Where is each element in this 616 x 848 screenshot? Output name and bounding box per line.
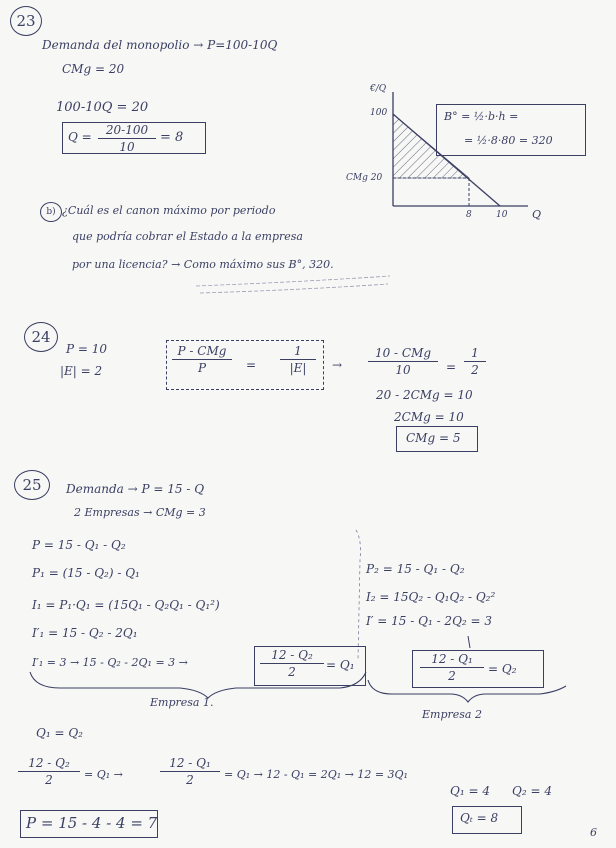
- fraction-numerator: 12 - Q₁: [169, 756, 211, 770]
- fraction-bar: [260, 663, 324, 664]
- firm1-line-4: I′₁ = 15 - Q₂ - 2Q₁: [32, 626, 138, 640]
- half-fraction: [464, 346, 486, 377]
- page-number: 6: [590, 826, 597, 839]
- fraction-denominator: 2: [448, 669, 456, 683]
- fraction-denominator: 2: [186, 773, 194, 787]
- question-marker-text: b): [46, 207, 56, 217]
- exercise-number-25: [14, 470, 50, 500]
- firm1-line-3: I₁ = P₁·Q₁ = (15Q₁ - Q₂Q₁ - Q₁²): [32, 598, 220, 612]
- result-text: CMg = 5: [406, 431, 461, 445]
- fraction-numerator: 1: [471, 346, 479, 360]
- fraction-numerator: 12 - Q₂: [271, 648, 313, 662]
- solution-mid: = Q₁ →: [84, 768, 123, 781]
- separator-line: [356, 530, 361, 660]
- graph-y-label: €/Q: [370, 84, 387, 94]
- total-quantity: Qₜ = 8: [460, 811, 499, 825]
- question-line-2: que podría cobrar el Estado a la empresa: [72, 230, 303, 243]
- profit-line-2: = ½·8·80 = 320: [464, 134, 553, 147]
- fraction-numerator: P - CMg: [177, 344, 227, 358]
- step-2: 2CMg = 10: [394, 410, 464, 424]
- fraction-denominator: 2: [45, 773, 53, 787]
- fraction-denominator: P: [197, 361, 207, 375]
- fraction-denominator: 10: [395, 363, 411, 377]
- question-line-3: por una licencia? → Como máximo sus B°, 320.: [72, 258, 334, 271]
- quantity-result: = 8: [160, 130, 184, 145]
- price-value: P = 10: [66, 342, 108, 356]
- fraction-bar: [160, 771, 220, 772]
- firm1-reaction-rhs: = Q₁: [326, 658, 355, 672]
- graph-y-100: 100: [370, 108, 388, 118]
- fraction-denominator: 10: [119, 140, 135, 154]
- elasticity-value: |E| = 2: [60, 364, 103, 378]
- fraction-numerator: 12 - Q₁: [431, 652, 473, 666]
- lerner-fraction-right: [280, 344, 316, 375]
- demand-text: Demanda del monopolio → P=100-10Q: [42, 38, 278, 52]
- lerner-equals: =: [246, 358, 257, 372]
- firm2-reaction-fraction: [420, 652, 484, 683]
- quantity-firm-2: Q₂ = 4: [512, 784, 552, 798]
- price-result: P = 15 - 4 - 4 = 7: [26, 814, 158, 832]
- firm2-label: Empresa 2: [422, 708, 482, 721]
- solution-fraction-2: [160, 756, 220, 787]
- fraction-denominator: 2: [471, 363, 479, 377]
- exercise-number-text: 24: [31, 328, 51, 346]
- solution-fraction-1: [18, 756, 80, 787]
- quantity-lhs: Q =: [68, 130, 92, 144]
- fraction-numerator: 10 - CMg: [374, 346, 432, 360]
- arrow: →: [332, 358, 343, 372]
- question-line-1: ¿Cuál es el canon máximo por periodo: [62, 204, 276, 217]
- firm1-line-1: P = 15 - Q₁ - Q₂: [32, 538, 126, 552]
- fraction-bar: [368, 361, 438, 362]
- underline-stroke-2: [200, 284, 388, 293]
- marginal-cost-text: CMg = 20: [62, 62, 125, 76]
- equation-text: 100-10Q = 20: [56, 100, 149, 115]
- firm2-line-2: I₂ = 15Q₂ - Q₁Q₂ - Q₂²: [366, 590, 496, 604]
- underline-stroke: [196, 276, 390, 286]
- firm2-reaction-rhs: = Q₂: [488, 662, 517, 676]
- exercise-number-text: 23: [16, 12, 36, 30]
- firm2-line-3: I′ = 15 - Q₁ - 2Q₂ = 3: [366, 614, 493, 628]
- fraction-denominator: |E|: [289, 361, 307, 375]
- question-marker: [40, 202, 62, 222]
- substituted-fraction: [368, 346, 438, 377]
- symmetry-text: Q₁ = Q₂: [36, 726, 83, 740]
- quantity-firm-1: Q₁ = 4: [450, 784, 490, 798]
- fraction-bar: [280, 359, 316, 360]
- exercise-number-text: 25: [22, 476, 42, 494]
- profit-line-1: B° = ½·b·h =: [444, 110, 519, 123]
- fraction-bar: [420, 667, 484, 668]
- graph-x-label: Q: [532, 208, 542, 221]
- demand-text: Demanda → P = 15 - Q: [66, 482, 205, 496]
- graph-x-10: 10: [496, 210, 508, 220]
- down-arrow: [468, 636, 470, 648]
- lerner-fraction-left: [172, 344, 232, 375]
- fraction-numerator: 1: [294, 344, 302, 358]
- exercise-number-24: [24, 322, 58, 352]
- firm1-line-2: P₁ = (15 - Q₂) - Q₁: [32, 566, 140, 580]
- fraction-bar: [172, 359, 232, 360]
- substituted-equals: =: [446, 360, 457, 374]
- firm1-reaction-fraction: [260, 648, 324, 679]
- fraction-denominator: 2: [288, 665, 296, 679]
- step-1: 20 - 2CMg = 10: [376, 388, 473, 402]
- graph-y-cmg: CMg 20: [346, 173, 383, 183]
- fraction-numerator: 12 - Q₂: [28, 756, 70, 770]
- firm1-label: Empresa 1.: [150, 696, 214, 709]
- graph-x-8: 8: [466, 210, 472, 220]
- firms-text: 2 Empresas → CMg = 3: [74, 506, 206, 519]
- firm2-line-1: P₂ = 15 - Q₁ - Q₂: [366, 562, 465, 576]
- fraction-bar: [18, 771, 80, 772]
- fraction-numerator: 20-100: [105, 123, 149, 137]
- solution-tail: = Q₁ → 12 - Q₁ = 2Q₁ → 12 = 3Q₁: [224, 768, 408, 781]
- firm1-line-5: I′₁ = 3 → 15 - Q₂ - 2Q₁ = 3 →: [32, 656, 188, 669]
- fraction-bar: [464, 361, 486, 362]
